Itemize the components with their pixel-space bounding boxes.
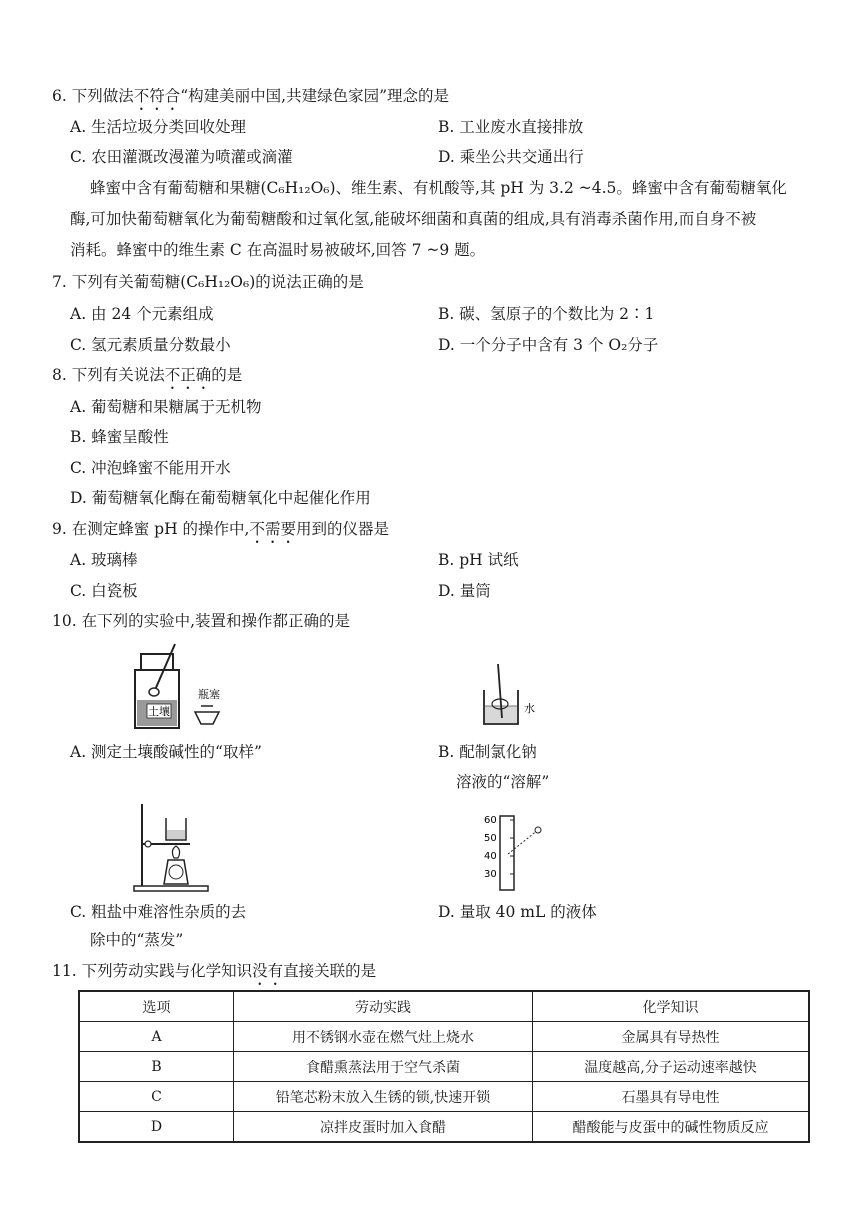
q8-stem-pre: 8. 下列有关说法	[52, 366, 165, 384]
q11-stem-post: 直接关联的是	[283, 962, 377, 980]
q10-option-c-line-2: 除中的“蒸发”	[90, 931, 184, 949]
q8-option-c: C. 冲泡蜂蜜不能用开水	[70, 459, 231, 477]
q11-cell-practice: 食醋熏蒸法用于空气杀菌	[234, 1052, 533, 1082]
q6-stem-pre: 6. 下列做法	[52, 87, 134, 105]
q7-option-a: A. 由 24 个元素组成	[70, 305, 214, 323]
q11-stem	[52, 959, 376, 989]
stand-base	[134, 886, 208, 891]
q11-cell-option: A	[79, 1022, 234, 1052]
q10-stem: 10. 在下列的实验中,装置和操作都正确的是	[52, 612, 351, 630]
q10-option-b-line-2: 溶液的“溶解”	[456, 773, 550, 791]
q10-option-d: D. 量取 40 mL 的液体	[438, 903, 597, 921]
q11-cell-practice: 铅笔芯粉末放入生锈的锁,快速开锁	[234, 1082, 533, 1112]
q7-option-b: B. 碳、氢原子的个数比为 2∶1	[438, 305, 655, 323]
q9-stem-post: 用到的仪器是	[295, 520, 389, 538]
q10-option-b-line-1: B. 配制氯化钠	[438, 743, 537, 761]
q9-option-a: A. 玻璃棒	[70, 551, 138, 569]
tick-label: 60	[484, 815, 497, 826]
tick-label: 40	[484, 851, 497, 862]
sight-line	[508, 830, 538, 854]
q9-stem-emphasis: 不需要	[249, 520, 296, 538]
q10-option-a: A. 测定土壤酸碱性的“取样”	[70, 743, 262, 761]
q11-header-practice: 劳动实践	[234, 991, 533, 1022]
flame-icon	[172, 846, 179, 858]
q11-cell-knowledge: 温度越高,分子运动速率越快	[533, 1052, 810, 1082]
figure-b-dissolving	[476, 660, 546, 730]
q11-cell-option: D	[79, 1112, 234, 1143]
q6-stem	[52, 84, 449, 114]
soil-label: 土壤	[148, 705, 170, 718]
q11-cell-option: B	[79, 1052, 234, 1082]
q8-stem-post: 的是	[211, 366, 243, 384]
table-row	[79, 1052, 809, 1082]
stopper-label: 瓶塞	[198, 688, 220, 701]
q9-option-d: D. 量筒	[438, 582, 491, 600]
q8-stem-emphasis: 不正确	[164, 366, 212, 384]
q11-stem-emphasis: 没有	[252, 962, 284, 980]
tick-label: 30	[484, 869, 497, 880]
q11-table	[78, 990, 810, 1143]
q8-stem	[52, 363, 242, 393]
q9-option-c: C. 白瓷板	[70, 582, 138, 600]
q11-cell-practice: 凉拌皮蛋时加入食醋	[234, 1112, 533, 1143]
q6-option-c: C. 农田灌溉改漫灌为喷灌或滴灌	[70, 148, 293, 166]
q9-option-b: B. pH 试纸	[438, 551, 519, 569]
q11-table-header-row	[79, 991, 809, 1022]
passage-line-2: 酶,可加快葡萄糖氧化为葡萄糖酸和过氧化氢,能破坏细菌和真菌的组成,具有消毒杀菌作用,而自身不被	[70, 210, 757, 228]
spoon-bowl	[149, 688, 159, 696]
q11-cell-knowledge: 石墨具有导电性	[533, 1082, 810, 1112]
q11-cell-knowledge: 醋酸能与皮蛋中的碱性物质反应	[533, 1112, 810, 1143]
q11-cell-knowledge: 金属具有导热性	[533, 1022, 810, 1052]
table-row	[79, 1022, 809, 1052]
figure-c-evaporation	[128, 800, 218, 895]
figure-a-soil-sampling	[125, 640, 245, 735]
figure-d-graduated-cylinder	[482, 810, 562, 895]
q6-option-a: A. 生活垃圾分类回收处理	[70, 118, 247, 136]
water-label: 水	[524, 702, 535, 715]
q8-option-b: B. 蜂蜜呈酸性	[70, 428, 169, 446]
q6-stem-post: “构建美丽中国,共建绿色家园”理念的是	[180, 87, 450, 105]
q7-option-c: C. 氢元素质量分数最小	[70, 336, 231, 354]
q6-option-d: D. 乘坐公共交通出行	[438, 148, 584, 166]
q7-option-d: D. 一个分子中含有 3 个 O₂分子	[438, 336, 659, 354]
alcohol-lamp	[164, 860, 188, 884]
passage-line-1: 蜂蜜中含有葡萄糖和果糖(C₆H₁₂O₆)、维生素、有机酸等,其 pH 为 3.2 ~4.5。蜂蜜中含有葡萄糖氧化	[90, 179, 787, 197]
q8-option-a: A. 葡萄糖和果糖属于无机物	[70, 398, 262, 416]
q11-header-option: 选项	[79, 991, 234, 1022]
q6-option-b: B. 工业废水直接排放	[438, 118, 584, 136]
q11-cell-practice: 用不锈钢水壶在燃气灶上烧水	[234, 1022, 533, 1052]
tick-label: 50	[484, 833, 497, 844]
cylinder-body	[500, 816, 514, 890]
table-row	[79, 1112, 809, 1143]
q9-stem-pre: 9. 在测定蜂蜜 pH 的操作中,	[52, 520, 250, 538]
q11-stem-pre: 11. 下列劳动实践与化学知识	[52, 962, 253, 980]
table-row	[79, 1082, 809, 1112]
q10-option-c-line-1: C. 粗盐中难溶性杂质的去	[70, 903, 247, 921]
q6-stem-emphasis: 不符合	[133, 87, 181, 105]
q8-option-d: D. 葡萄糖氧化酶在葡萄糖氧化中起催化作用	[70, 489, 371, 507]
passage-line-3: 消耗。蜂蜜中的维生素 C 在高温时易被破坏,回答 7 ~9 题。	[70, 241, 486, 259]
stopper-shape	[195, 712, 219, 724]
q7-stem: 7. 下列有关葡萄糖(C₆H₁₂O₆)的说法正确的是	[52, 273, 364, 291]
eye-icon	[535, 827, 541, 833]
q11-cell-option: C	[79, 1082, 234, 1112]
q11-header-knowledge: 化学知识	[533, 991, 810, 1022]
q9-stem	[52, 517, 389, 547]
